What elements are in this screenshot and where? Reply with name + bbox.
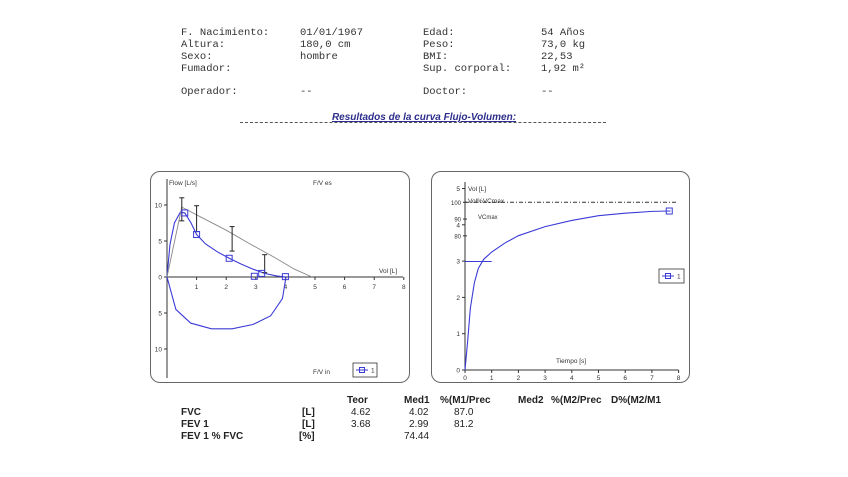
row-fev1-teor: 3.68 <box>351 419 371 430</box>
x-tick-label: 6 <box>342 284 347 291</box>
y-axis-label-pct: Vol%VCmax <box>468 198 505 205</box>
row-fev1-unit: [L] <box>302 419 315 430</box>
row-ratio-med1: 74.44 <box>404 431 430 442</box>
x-tick-label: 8 <box>676 375 681 382</box>
legend-label: 1 <box>371 367 375 375</box>
row-fvc-teor: 4.62 <box>351 407 371 418</box>
row-fvc-unit: [L] <box>302 407 315 418</box>
y-axis-label: Vol [L] <box>468 186 487 193</box>
header-pct2: %(M2/Prec <box>551 395 602 406</box>
header-teor: Teor <box>347 395 368 406</box>
bmi-value: 22,53 <box>541 51 573 63</box>
section-divider <box>240 122 606 123</box>
bmi-label: BMI: <box>423 51 449 63</box>
row-fvc-name: FVC <box>181 407 201 418</box>
body-surface-value: 1,92 m² <box>541 63 586 75</box>
x-tick-label: 5 <box>313 284 317 291</box>
x-tick-label: 6 <box>623 375 628 382</box>
x-tick-label: 4 <box>283 284 288 291</box>
age-label: Edad: <box>423 27 455 39</box>
row-fvc-med1: 4.02 <box>409 407 429 418</box>
x-axis-label: Vol [L] <box>379 268 398 275</box>
birth-value: 01/01/1967 <box>300 27 364 39</box>
x-tick-label: 3 <box>253 284 258 291</box>
birth-label: F. Nacimiento: <box>181 27 270 39</box>
weight-label: Peso: <box>423 39 455 51</box>
row-fvc-pct1: 87.0 <box>454 407 474 418</box>
x-tick-label: 2 <box>516 375 521 382</box>
x-tick-label: 8 <box>401 284 406 291</box>
height-value: 180,0 cm <box>300 39 351 51</box>
doctor-value: -- <box>541 86 554 98</box>
sex-label: Sexo: <box>181 51 213 63</box>
age-value: 54 Años <box>541 27 586 39</box>
pct-tick-label: 90 <box>454 217 461 224</box>
height-label: Altura: <box>181 39 226 51</box>
x-tick-label: 7 <box>650 375 654 382</box>
data-marker <box>251 273 257 279</box>
row-fev1-name: FEV 1 <box>181 419 209 430</box>
x-tick-label: 5 <box>596 375 601 382</box>
section-title: Resultados de la curva Flujo-Volumen: <box>331 112 517 123</box>
y-tick-label: 5 <box>158 310 162 318</box>
header-med2: Med2 <box>518 395 544 406</box>
volume-time-panel <box>431 171 690 383</box>
row-ratio-unit: [%] <box>299 431 315 442</box>
x-tick-label: 1 <box>194 284 199 291</box>
header-diff: D%(M2/M1 <box>611 395 662 406</box>
row-fev1-med1: 2.99 <box>409 419 429 430</box>
y-tick-label: 10 <box>154 202 162 210</box>
y-tick-label: 5 <box>456 186 460 193</box>
flow-volume-chart <box>151 172 409 382</box>
series-volume-time <box>465 211 671 370</box>
doctor-label: Doctor: <box>423 86 468 98</box>
x-tick-label: 2 <box>224 284 229 291</box>
vcmax-label: VCmax <box>478 215 498 221</box>
header-med1: Med1 <box>404 395 430 406</box>
operator-label: Operador: <box>181 86 238 98</box>
x-tick-label: 7 <box>372 284 377 291</box>
y-tick-label: 0 <box>158 274 162 282</box>
y-tick-label: 4 <box>456 222 460 230</box>
y-tick-label: 10 <box>154 346 162 354</box>
weight-value: 73,0 kg <box>541 39 586 51</box>
smoker-label: Fumador: <box>181 63 232 75</box>
volume-time-chart <box>432 172 689 382</box>
operator-value: -- <box>300 86 313 98</box>
legend-label: 1 <box>677 273 681 281</box>
sex-value: hombre <box>300 51 338 63</box>
x-tick-label: 4 <box>569 375 574 382</box>
flow-volume-panel <box>150 171 410 383</box>
series-predicted <box>167 207 312 277</box>
header-pct1: %(M1/Prec <box>440 395 491 406</box>
x-axis-label: Tiempo [s] <box>556 358 587 365</box>
row-fev1-pct1: 81.2 <box>454 419 474 430</box>
body-surface-label: Sup. corporal: <box>423 63 512 75</box>
y-axis-label: Flow [L/s] <box>169 180 197 187</box>
pct-tick-label: 80 <box>454 234 461 241</box>
corner-label-bottom: F/V in <box>313 369 330 376</box>
y-tick-label: 3 <box>456 258 460 266</box>
x-tick-label: 1 <box>489 375 494 382</box>
corner-label-top: F/V es <box>313 180 332 187</box>
y-tick-label: 0 <box>456 367 460 375</box>
series-measured-expiratory <box>167 212 286 277</box>
pct-tick-label: 100 <box>450 200 461 207</box>
x-tick-label: 3 <box>543 375 547 382</box>
x-tick-label: 0 <box>463 375 467 382</box>
y-tick-label: 2 <box>456 294 460 302</box>
y-tick-label: 1 <box>456 331 460 339</box>
y-tick-label: 5 <box>158 238 162 246</box>
row-ratio-name: FEV 1 % FVC <box>181 431 244 442</box>
